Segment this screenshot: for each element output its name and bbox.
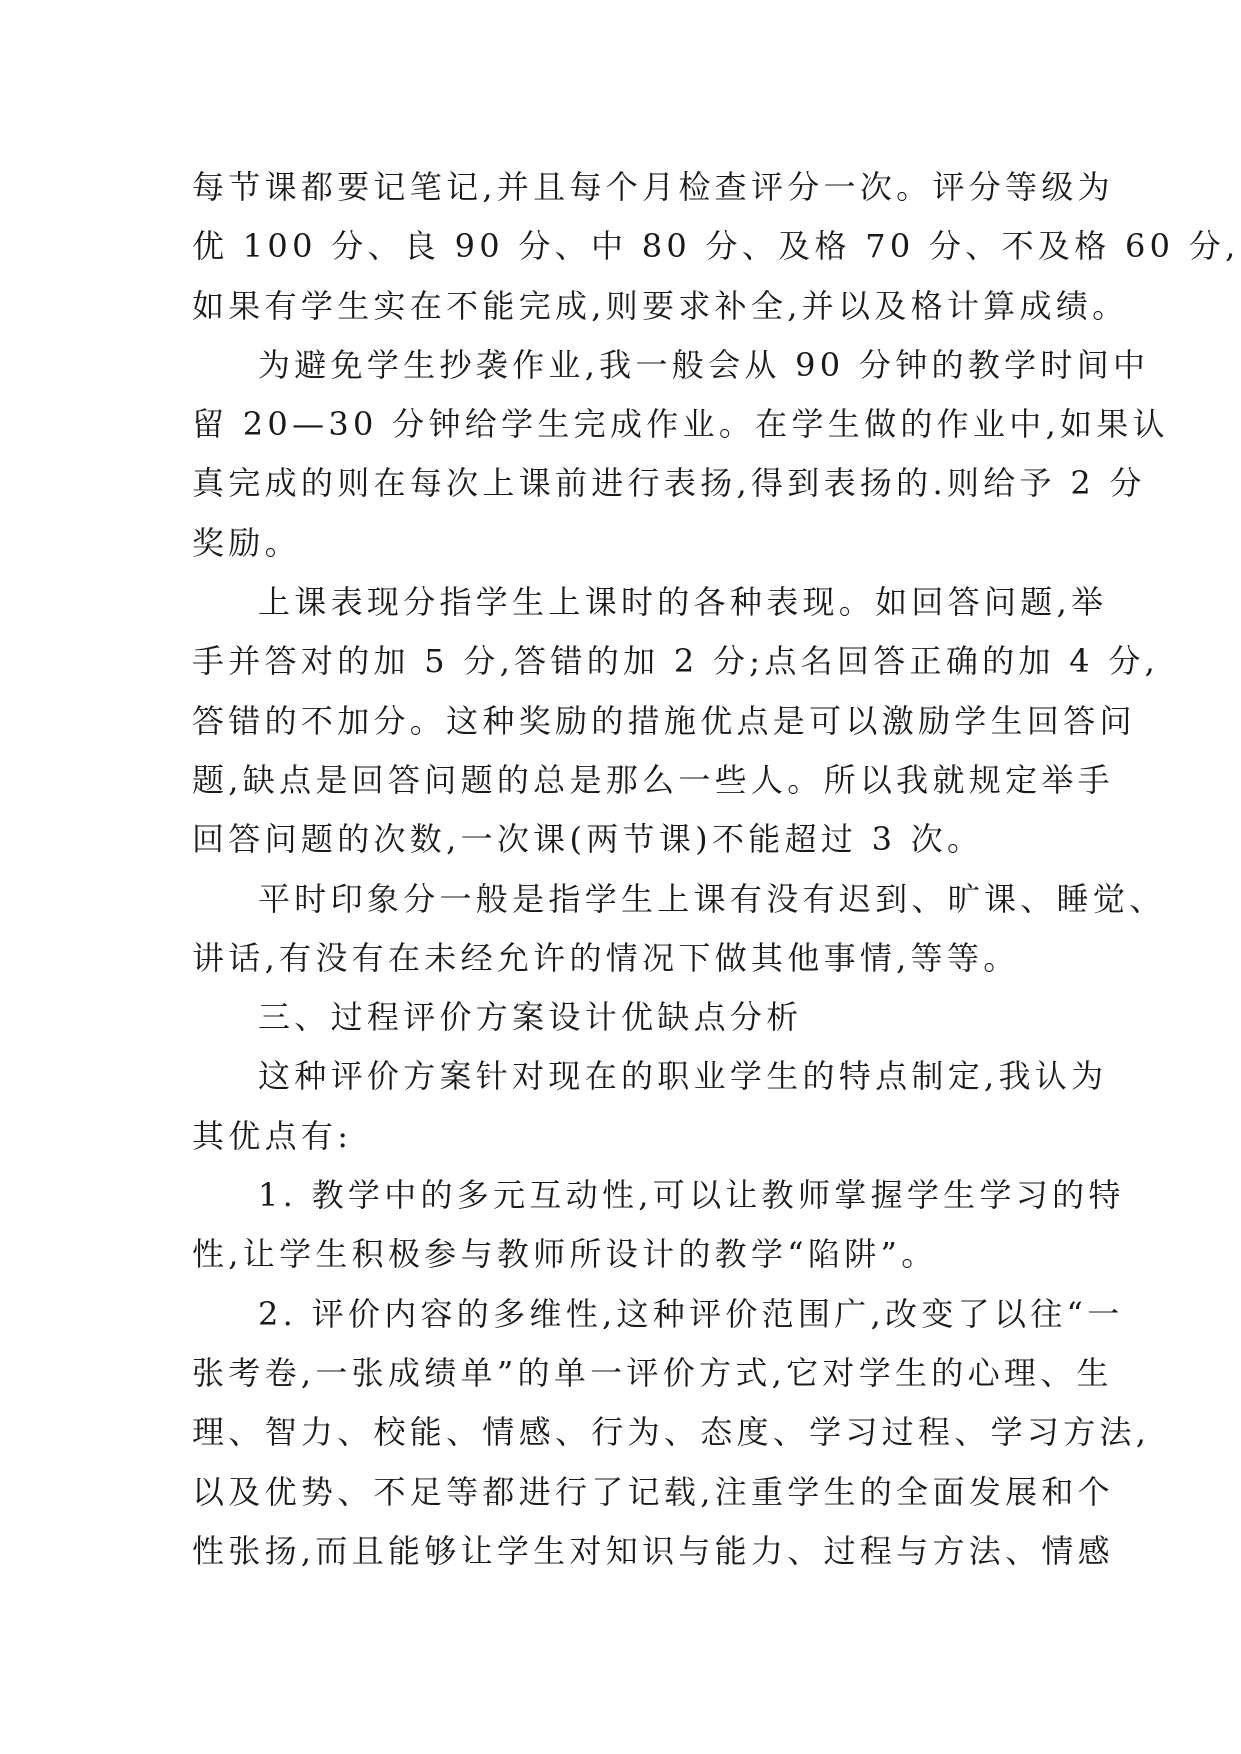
text-line: 题,缺点是回答问题的总是那么一些人。所以我就规定举手 [192,760,1114,799]
text-line: 性张扬,而且能够让学生对知识与能力、过程与方法、情感 [192,1531,1114,1570]
text-line: 答错的不加分。这种奖励的措施优点是可以激励学生回答问 [192,701,1136,740]
body-text [192,158,1240,1581]
text-line: 理、智力、校能、情感、行为、态度、学习过程、学习方法, [192,1413,1151,1452]
text-line: 每节课都要记笔记,并且每个月检查评分一次。评分等级为 [192,168,1114,206]
paragraph-start-line: 上课表现分指学生上课时的各种表现。如回答问题,举 [258,583,1108,622]
text-line: 真完成的则在每次上课前进行表扬,得到表扬的.则给予 2 分 [192,464,1146,503]
section-heading: 三、过程评价方案设计优缺点分析 [258,998,803,1037]
text-line: 性,让学生积极参与教师所设计的教学“陷阱”。 [192,1235,938,1274]
paragraph-start-line: 为避免学生抄袭作业,我一般会从 90 分钟的教学时间中 [258,345,1150,384]
text-line: 以及优势、不足等都进行了记载,注重学生的全面发展和个 [192,1472,1114,1511]
text-line: 留 20—30 分钟给学生完成作业。在学生做的作业中,如果认 [192,405,1169,444]
paragraph-start-line: 平时印象分一般是指学生上课有没有迟到、旷课、睡觉、 [258,879,1166,918]
list-item-start-line: 1. 教学中的多元互动性,可以让教师掌握学生学习的特 [258,1176,1125,1215]
list-item-start-line: 2. 评价内容的多维性,这种评价范围广,改变了以往“一 [258,1294,1124,1333]
text-line: 张考卷,一张成绩单”的单一评价方式,它对学生的心理、生 [192,1353,1113,1392]
text-line: 如果有学生实在不能完成,则要求补全,并以及格计算成绩。 [192,286,1129,325]
text-line: 优 100 分、良 90 分、中 80 分、及格 70 分、不及格 60 分, [192,227,1240,266]
paragraph-start-line: 这种评价方案针对现在的职业学生的特点制定,我认为 [258,1057,1108,1096]
text-line: 奖励。 [192,523,301,562]
text-line: 其优点有: [192,1116,353,1155]
text-line: 手并答对的加 5 分,答错的加 2 分;点名回答正确的加 4 分, [192,642,1160,681]
text-line: 讲话,有没有在未经允许的情况下做其他事情,等等。 [192,938,1020,977]
text-line: 回答问题的次数,一次课(两节课)不能超过 3 次。 [192,820,984,859]
